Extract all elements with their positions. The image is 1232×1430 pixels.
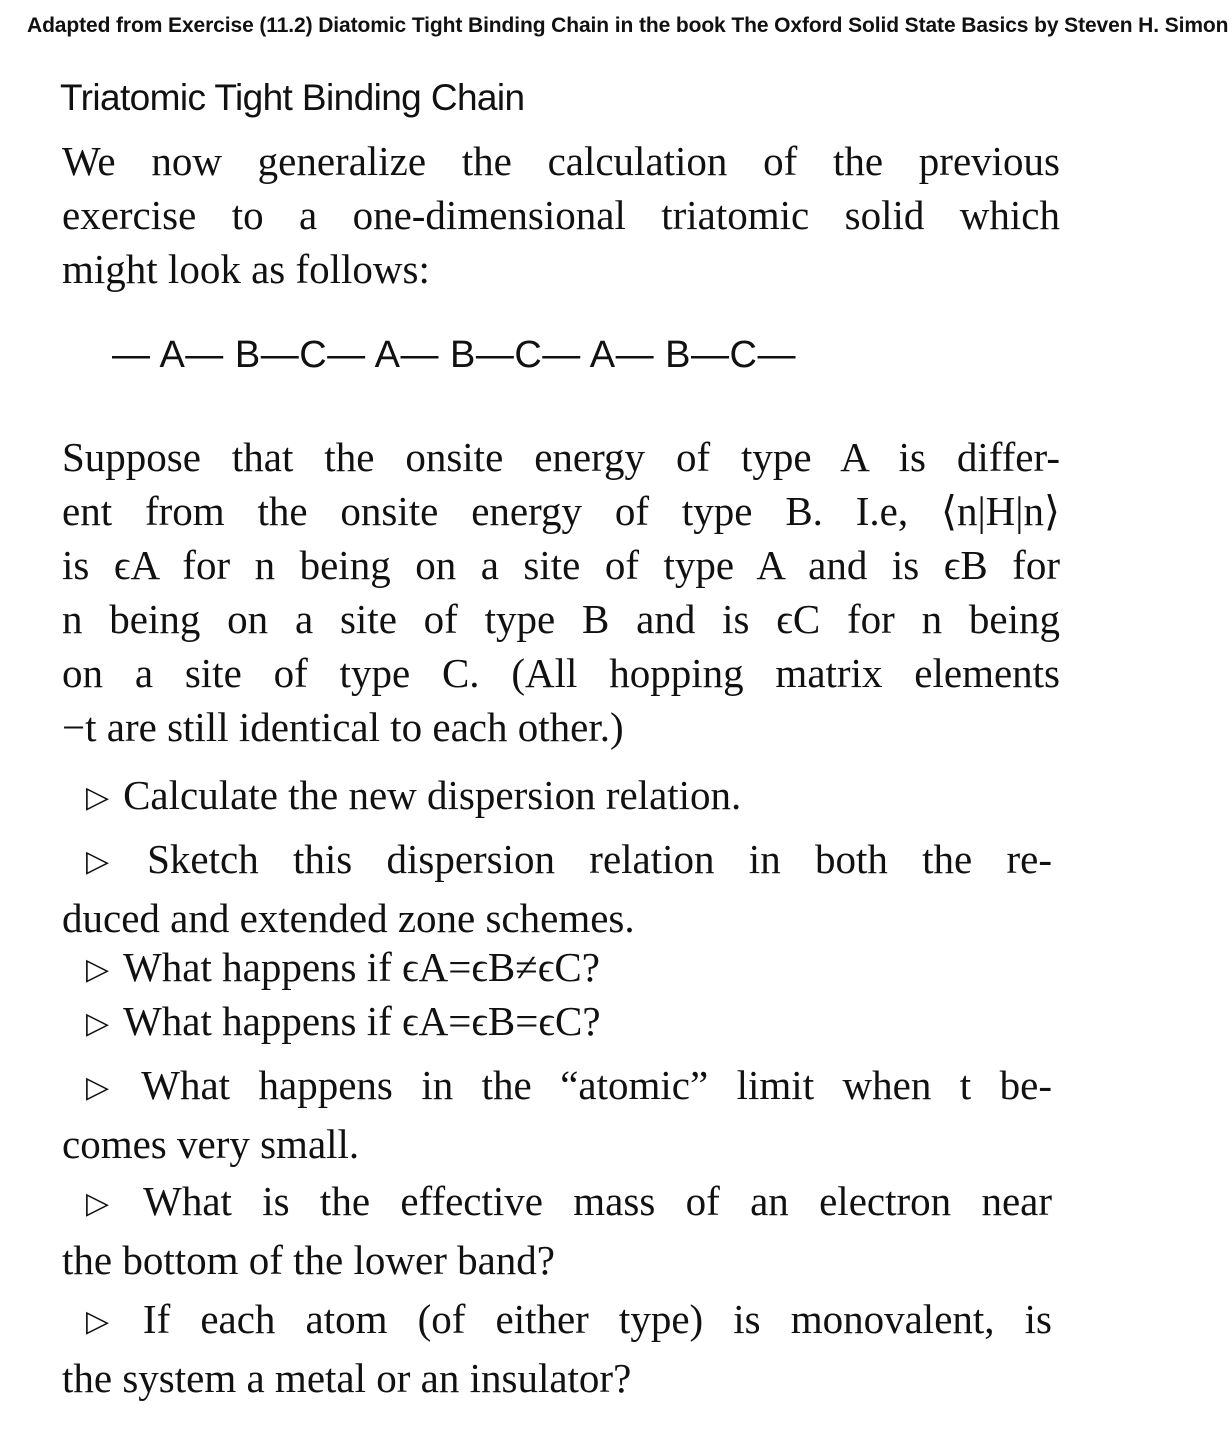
task-6 xyxy=(62,1174,1052,1287)
task-text: If each atom (of either type) is monovalent, is xyxy=(142,1296,1052,1342)
exercise-title: Triatomic Tight Binding Chain xyxy=(60,77,525,118)
triangle-marker-icon: ▷ xyxy=(86,780,110,815)
task-1 xyxy=(86,768,741,827)
body-line: n being on a site of type B and is ϵC for n being xyxy=(62,596,1060,642)
intro-line: might look as follows: xyxy=(62,246,430,292)
task-text: Sketch this dispersion relation in both the re- xyxy=(147,836,1053,882)
body-paragraph xyxy=(62,430,1060,754)
triangle-marker-icon: ▷ xyxy=(86,1006,110,1041)
task-2 xyxy=(62,832,1052,945)
body-line: Suppose that the onsite energy of type A is differ- xyxy=(62,434,1060,480)
task-text: the system a metal or an insulator? xyxy=(62,1355,632,1401)
triangle-marker-icon: ▷ xyxy=(86,952,110,987)
body-line: −t are still identical to each other.) xyxy=(62,704,624,750)
task-3 xyxy=(86,940,600,999)
triangle-marker-icon: ▷ xyxy=(86,844,134,879)
task-text: What happens if ϵA=ϵB=ϵC? xyxy=(123,998,601,1044)
chain-diagram: — A— B—C— A— B—C— A— B—C— xyxy=(112,334,796,376)
attribution-note: Adapted from Exercise (11.2) Diatomic Tight Binding Chain in the book The Oxford Solid State Basics by Steven H. Simon xyxy=(27,14,1229,37)
body-line: ent from the onsite energy of type B. I.e, ⟨n|H|n⟩ xyxy=(62,488,1060,534)
task-7 xyxy=(62,1292,1052,1405)
task-4 xyxy=(86,994,601,1053)
intro-line: We now generalize the calculation of the previous xyxy=(62,138,1060,184)
body-line: on a site of type C. (All hopping matrix elements xyxy=(62,650,1060,696)
task-text: comes very small. xyxy=(62,1121,360,1167)
task-text: What happens if ϵA=ϵB≠ϵC? xyxy=(123,944,600,990)
intro-paragraph xyxy=(62,134,1060,296)
body-line: is ϵA for n being on a site of type A and is ϵB for xyxy=(62,542,1060,588)
triangle-marker-icon: ▷ xyxy=(86,1186,130,1221)
task-text: What happens in the “atomic” limit when t be- xyxy=(141,1062,1052,1108)
task-text: the bottom of the lower band? xyxy=(62,1237,556,1283)
triangle-marker-icon: ▷ xyxy=(86,1070,128,1105)
task-text: What is the effective mass of an electron near xyxy=(143,1178,1053,1224)
triangle-marker-icon: ▷ xyxy=(86,1304,129,1339)
task-text: duced and extended zone schemes. xyxy=(62,895,635,941)
task-text: Calculate the new dispersion relation. xyxy=(123,772,742,818)
intro-line: exercise to a one-dimensional triatomic solid which xyxy=(62,192,1060,238)
task-5 xyxy=(62,1058,1052,1171)
